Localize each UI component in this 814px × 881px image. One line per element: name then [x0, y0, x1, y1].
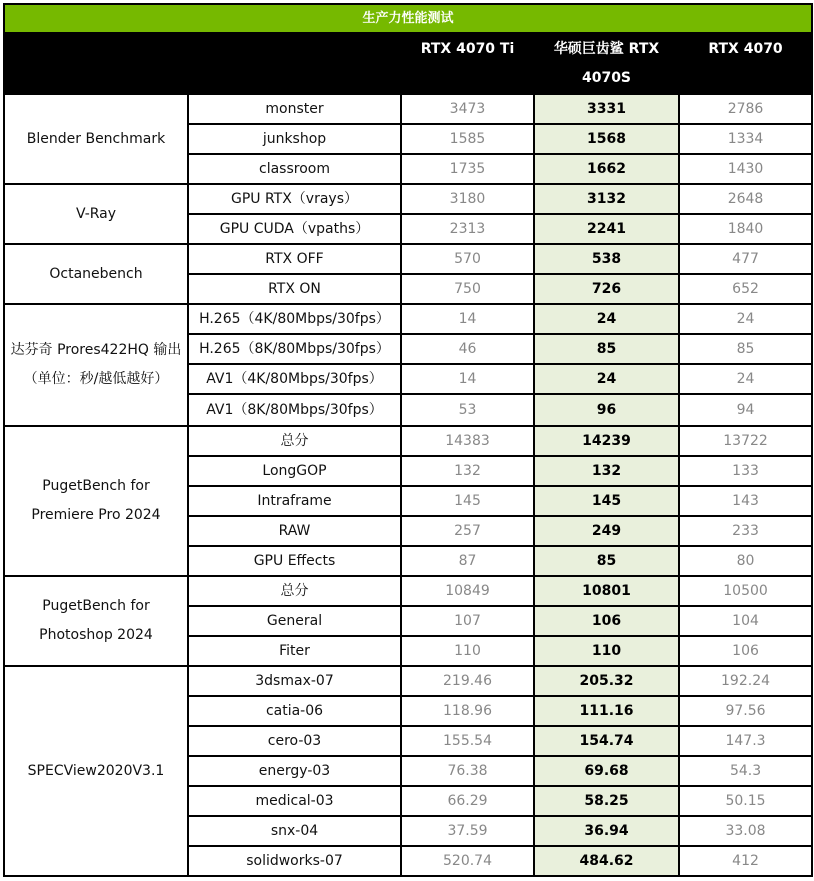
value-cell-rtx-4070-ti: 66.29 [401, 786, 534, 816]
value-cell-rtx-4070: 652 [679, 274, 812, 304]
title-row [4, 4, 812, 33]
table-row [4, 244, 812, 274]
value-cell-rtx-4070-ti: 107 [401, 606, 534, 636]
value-cell-rtx-4070: 143 [679, 486, 812, 516]
test-name-cell: AV1（8K/80Mbps/30fps） [188, 394, 401, 426]
test-name-cell: 3dsmax-07 [188, 666, 401, 696]
value-cell-asus-4070s: 2241 [534, 214, 679, 244]
table-row [4, 304, 812, 334]
table-row [4, 576, 812, 606]
group-name-line: 达芬奇 Prores422HQ 输出 [10, 342, 182, 358]
value-cell-rtx-4070-ti: 53 [401, 394, 534, 426]
value-cell-rtx-4070: 477 [679, 244, 812, 274]
value-cell-rtx-4070-ti: 3473 [401, 94, 534, 124]
value-cell-rtx-4070: 80 [679, 546, 812, 576]
value-cell-asus-4070s: 96 [534, 394, 679, 426]
group-name-line: Octanebench [49, 265, 143, 282]
value-cell-rtx-4070: 1334 [679, 124, 812, 154]
test-name-cell: AV1（4K/80Mbps/30fps） [188, 364, 401, 394]
value-cell-rtx-4070: 24 [679, 304, 812, 334]
value-cell-asus-4070s: 726 [534, 274, 679, 304]
group-name-cell [4, 666, 188, 876]
value-cell-rtx-4070-ti: 520.74 [401, 846, 534, 876]
group-name-cell [4, 244, 188, 304]
value-cell-rtx-4070-ti: 76.38 [401, 756, 534, 786]
column-header-line: 华硕巨齿鲨 RTX [553, 41, 660, 57]
value-cell-asus-4070s: 249 [534, 516, 679, 546]
value-cell-rtx-4070: 50.15 [679, 786, 812, 816]
value-cell-rtx-4070: 2786 [679, 94, 812, 124]
value-cell-asus-4070s: 111.16 [534, 696, 679, 726]
value-cell-rtx-4070-ti: 14 [401, 364, 534, 394]
value-cell-asus-4070s: 110 [534, 636, 679, 666]
value-cell-rtx-4070: 24 [679, 364, 812, 394]
column-header-row [4, 33, 812, 94]
group-name-cell [4, 184, 188, 244]
value-cell-asus-4070s: 1568 [534, 124, 679, 154]
value-cell-rtx-4070-ti: 87 [401, 546, 534, 576]
test-name-cell: GPU RTX（vrays） [188, 184, 401, 214]
column-header-rtx-4070-ti [401, 33, 534, 94]
value-cell-rtx-4070: 85 [679, 334, 812, 364]
test-name-cell: 总分 [188, 576, 401, 606]
group-name-line: PugetBench for [42, 598, 150, 614]
value-cell-rtx-4070: 1840 [679, 214, 812, 244]
test-name-cell: cero-03 [188, 726, 401, 756]
value-cell-asus-4070s: 14239 [534, 426, 679, 456]
test-name-cell: solidworks-07 [188, 846, 401, 876]
test-name-cell: classroom [188, 154, 401, 184]
value-cell-rtx-4070: 54.3 [679, 756, 812, 786]
value-cell-rtx-4070: 10500 [679, 576, 812, 606]
value-cell-asus-4070s: 24 [534, 304, 679, 334]
value-cell-asus-4070s: 85 [534, 546, 679, 576]
value-cell-asus-4070s: 132 [534, 456, 679, 486]
test-name-cell: RTX ON [188, 274, 401, 304]
test-name-cell: snx-04 [188, 816, 401, 846]
value-cell-rtx-4070-ti: 750 [401, 274, 534, 304]
value-cell-rtx-4070: 94 [679, 394, 812, 426]
value-cell-asus-4070s: 69.68 [534, 756, 679, 786]
productivity-benchmark-table [3, 3, 813, 877]
value-cell-asus-4070s: 3132 [534, 184, 679, 214]
value-cell-rtx-4070: 97.56 [679, 696, 812, 726]
test-name-cell: catia-06 [188, 696, 401, 726]
group-name-cell [4, 304, 188, 426]
column-header-line: 4070S [581, 70, 632, 86]
group-name-line: SPECView2020V3.1 [27, 762, 165, 779]
value-cell-asus-4070s: 3331 [534, 94, 679, 124]
value-cell-rtx-4070: 106 [679, 636, 812, 666]
group-name-line: V-Ray [75, 205, 117, 222]
value-cell-asus-4070s: 1662 [534, 154, 679, 184]
value-cell-rtx-4070-ti: 145 [401, 486, 534, 516]
test-name-cell: General [188, 606, 401, 636]
value-cell-rtx-4070-ti: 1585 [401, 124, 534, 154]
test-name-cell: Fiter [188, 636, 401, 666]
value-cell-rtx-4070-ti: 10849 [401, 576, 534, 606]
group-name-cell [4, 94, 188, 184]
group-name-cell [4, 576, 188, 666]
table-row [4, 94, 812, 124]
test-name-cell: RAW [188, 516, 401, 546]
group-name-line: Photoshop 2024 [39, 627, 153, 643]
value-cell-rtx-4070: 104 [679, 606, 812, 636]
value-cell-asus-4070s: 36.94 [534, 816, 679, 846]
value-cell-rtx-4070: 133 [679, 456, 812, 486]
group-name-line: （单位：秒/越低越好） [23, 371, 169, 387]
test-name-cell: H.265（8K/80Mbps/30fps） [188, 334, 401, 364]
value-cell-rtx-4070: 13722 [679, 426, 812, 456]
test-name-cell: GPU Effects [188, 546, 401, 576]
value-cell-asus-4070s: 85 [534, 334, 679, 364]
value-cell-asus-4070s: 205.32 [534, 666, 679, 696]
value-cell-rtx-4070: 192.24 [679, 666, 812, 696]
test-name-cell: RTX OFF [188, 244, 401, 274]
group-name-line: PugetBench for [42, 478, 150, 494]
column-header-line: RTX 4070 Ti [420, 41, 515, 57]
header-blank-test [188, 33, 401, 94]
test-name-cell: H.265（4K/80Mbps/30fps） [188, 304, 401, 334]
value-cell-asus-4070s: 58.25 [534, 786, 679, 816]
test-name-cell: junkshop [188, 124, 401, 154]
value-cell-rtx-4070: 2648 [679, 184, 812, 214]
value-cell-rtx-4070: 147.3 [679, 726, 812, 756]
value-cell-rtx-4070-ti: 257 [401, 516, 534, 546]
test-name-cell: medical-03 [188, 786, 401, 816]
header-blank-group [4, 33, 188, 94]
value-cell-rtx-4070-ti: 2313 [401, 214, 534, 244]
test-name-cell: Intraframe [188, 486, 401, 516]
value-cell-rtx-4070-ti: 46 [401, 334, 534, 364]
column-header-line: RTX 4070 [708, 41, 783, 57]
value-cell-rtx-4070-ti: 118.96 [401, 696, 534, 726]
value-cell-asus-4070s: 484.62 [534, 846, 679, 876]
value-cell-rtx-4070-ti: 14 [401, 304, 534, 334]
column-header-asus-4070s [534, 33, 679, 94]
test-name-cell: monster [188, 94, 401, 124]
value-cell-rtx-4070-ti: 3180 [401, 184, 534, 214]
value-cell-rtx-4070: 33.08 [679, 816, 812, 846]
value-cell-asus-4070s: 10801 [534, 576, 679, 606]
value-cell-rtx-4070-ti: 37.59 [401, 816, 534, 846]
column-header-rtx-4070 [679, 33, 812, 94]
benchmark-table-container [3, 3, 811, 877]
test-name-cell: LongGOP [188, 456, 401, 486]
value-cell-rtx-4070: 1430 [679, 154, 812, 184]
table-row [4, 666, 812, 696]
value-cell-rtx-4070: 412 [679, 846, 812, 876]
value-cell-asus-4070s: 106 [534, 606, 679, 636]
test-name-cell: GPU CUDA（vpaths） [188, 214, 401, 244]
group-name-cell [4, 426, 188, 576]
table-row [4, 426, 812, 456]
value-cell-asus-4070s: 24 [534, 364, 679, 394]
value-cell-rtx-4070-ti: 132 [401, 456, 534, 486]
test-name-cell: 总分 [188, 426, 401, 456]
value-cell-rtx-4070-ti: 570 [401, 244, 534, 274]
value-cell-rtx-4070-ti: 219.46 [401, 666, 534, 696]
group-name-line: Premiere Pro 2024 [31, 507, 161, 523]
group-name-line: Blender Benchmark [26, 130, 166, 147]
value-cell-rtx-4070-ti: 1735 [401, 154, 534, 184]
value-cell-rtx-4070-ti: 14383 [401, 426, 534, 456]
table-title: 生产力性能测试 [4, 4, 812, 33]
test-name-cell: energy-03 [188, 756, 401, 786]
value-cell-rtx-4070-ti: 155.54 [401, 726, 534, 756]
value-cell-asus-4070s: 145 [534, 486, 679, 516]
value-cell-asus-4070s: 154.74 [534, 726, 679, 756]
value-cell-rtx-4070-ti: 110 [401, 636, 534, 666]
value-cell-asus-4070s: 538 [534, 244, 679, 274]
value-cell-rtx-4070: 233 [679, 516, 812, 546]
table-row [4, 184, 812, 214]
